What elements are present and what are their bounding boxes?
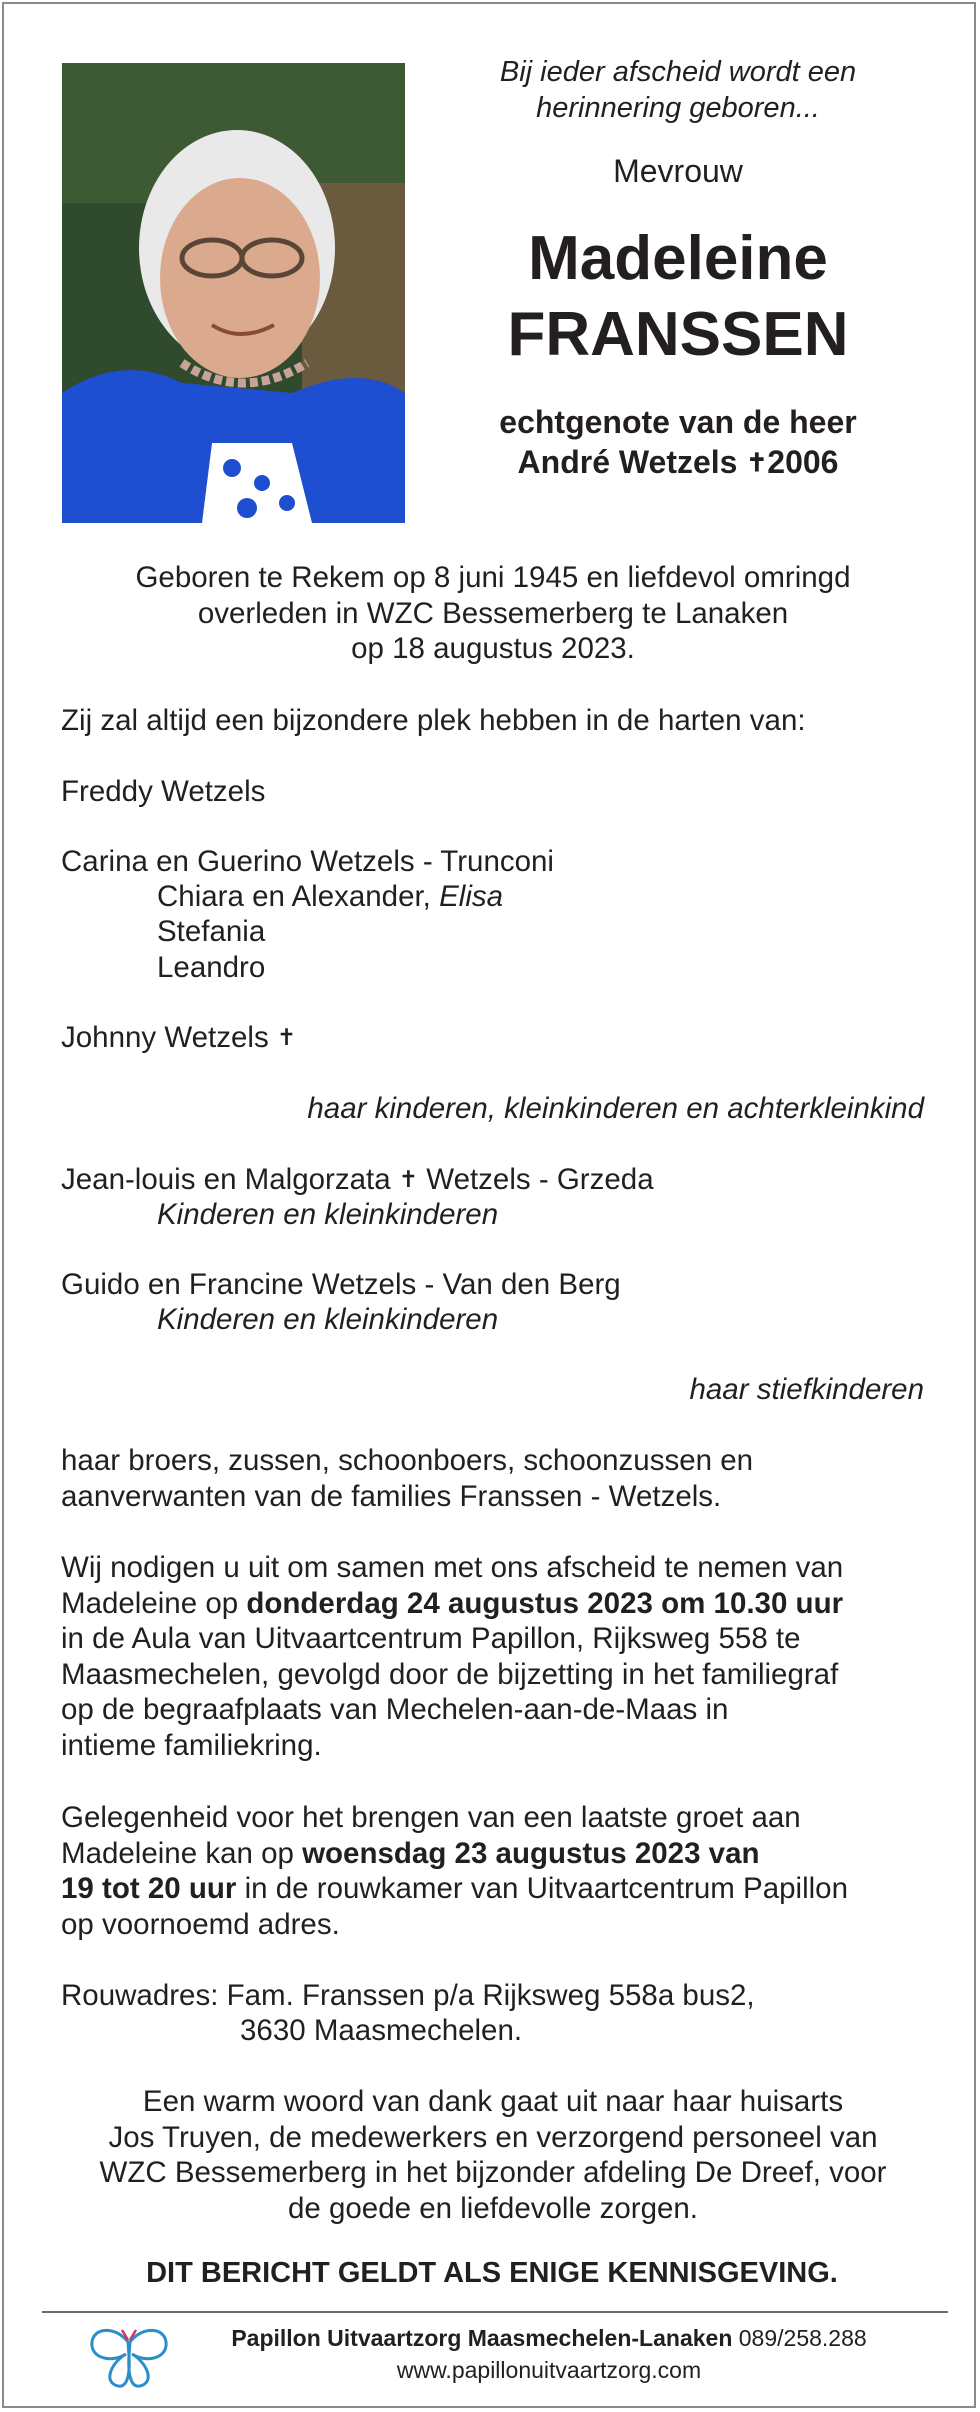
jean-louis-name-a: Jean-louis en Malgorzata (61, 1163, 399, 1196)
thanks-line-4: de goede en liefdevolle zorgen. (287, 2191, 699, 2225)
cross-icon: ✝ (398, 1166, 419, 1192)
visit-time: 19 tot 20 uur (61, 1872, 237, 1905)
mourning-address-2: 3630 Maasmechelen. (240, 2014, 523, 2047)
spouse-info (435, 402, 921, 485)
motto (435, 54, 921, 126)
family-carina-kids-1 (157, 879, 503, 915)
stepchildren-caption: haar stiefkinderen (689, 1373, 924, 1406)
family-carina-kids-2: Stefania (157, 915, 266, 948)
relatives-line-1: haar broers, zussen, schoonboers, schoonzussen en (61, 1444, 754, 1477)
family-freddy: Freddy Wetzels (61, 775, 266, 808)
spouse-death-year: 2006 (767, 444, 839, 480)
johnny-name: Johnny Wetzels (61, 1021, 277, 1054)
motto-line-1: Bij ieder afscheid wordt een (499, 56, 857, 88)
ceremony-line-1: Wij nodigen u uit om samen met ons afscheid te nemen van (61, 1551, 844, 1584)
family-jean-louis (61, 1162, 654, 1200)
spouse-name: André Wetzels (517, 444, 738, 480)
relatives-line-2: aanverwanten van de families Franssen - Wetzels. (61, 1479, 722, 1513)
funeral-home-name: Papillon Uitvaartzorg Maasmechelen-Lanaken (231, 2325, 733, 2351)
cross-icon: ✝ (746, 449, 768, 477)
family-guido: Guido en Francine Wetzels - Van den Berg (61, 1268, 621, 1301)
family-carina-kids-3: Leandro (157, 951, 266, 984)
relatives (61, 1443, 753, 1514)
ceremony-datetime: donderdag 24 augustus 2023 om 10.30 uur (246, 1586, 844, 1620)
family-johnny (61, 1020, 296, 1058)
ceremony-line-2 (61, 1586, 843, 1622)
jean-louis-name-b: Wetzels - Grzeda (418, 1163, 654, 1196)
thanks (44, 2084, 942, 2226)
thanks-line-1: Een warm woord van dank gaat uit naar haar huisarts (142, 2085, 844, 2118)
visit-line-3b: in de rouwkamer van Uitvaartcentrum Papillon (236, 1872, 848, 1905)
visit-line-4: op voornoemd adres. (61, 1907, 340, 1941)
family-intro: Zij zal altijd een bijzondere plek hebben in de harten van: (61, 704, 806, 737)
deceased-last-name: FRANSSEN (507, 300, 849, 369)
portrait-image (62, 63, 405, 523)
ceremony-line-4: Maasmechelen, gevolgd door de bijzetting in het familiegraf (61, 1657, 839, 1691)
visit-line-1: Gelegenheid voor het brengen van een laatste groet aan (61, 1801, 801, 1834)
birth-line-3: op 18 augustus 2023. (351, 632, 635, 665)
birth-line-1: Geboren te Rekem op 8 juni 1945 en liefdevol omringd (135, 561, 851, 594)
children-caption: haar kinderen, kleinkinderen en achterkleinkind (307, 1092, 924, 1125)
motto-line-2: herinnering geboren... (536, 92, 820, 124)
butterfly-logo-icon (84, 2322, 174, 2392)
footer-divider (42, 2311, 948, 2313)
spouse-line-2 (435, 442, 921, 485)
family-jean-louis-kids: Kinderen en kleinkinderen (157, 1198, 499, 1231)
birth-death-info (44, 560, 942, 667)
funeral-home-website[interactable]: www.papillonuitvaartzorg.com (396, 2357, 702, 2383)
mourning-address-1: Rouwadres: Fam. Franssen p/a Rijksweg 558a bus2, (61, 1979, 755, 2012)
cross-icon: ✝ (276, 1024, 297, 1050)
birth-line-2: overleden in WZC Bessemerberg te Lanaken (197, 596, 789, 630)
obituary-card (2, 2, 976, 2408)
honorific: Mevrouw (613, 153, 743, 189)
ceremony-info (61, 1550, 843, 1763)
thanks-line-2: Jos Truyen, de medewerkers en verzorgend personeel van (108, 2120, 878, 2154)
funeral-home (184, 2324, 914, 2352)
ceremony-line-6: intieme familiekring. (61, 1728, 322, 1762)
grandchildren-names: Chiara en Alexander, (157, 880, 440, 913)
visitation-info (61, 1800, 848, 1942)
visit-line-2 (61, 1836, 848, 1872)
notice-closing: DIT BERICHT GELDT ALS ENIGE KENNISGEVING. (146, 2257, 838, 2289)
visit-line-2a: Madeleine kan op (61, 1836, 303, 1870)
spouse-line-1: echtgenote van de heer (499, 404, 857, 440)
visit-date: woensdag 23 augustus 2023 van (302, 1836, 760, 1870)
portrait-photo (62, 63, 405, 523)
family-carina: Carina en Guerino Wetzels - Trunconi (61, 845, 554, 878)
deceased-first-name: Madeleine (528, 224, 828, 293)
ceremony-line-3: in de Aula van Uitvaartcentrum Papillon, Rijksweg 558 te (61, 1622, 801, 1655)
ceremony-line-5: op de begraafplaats van Mechelen-aan-de-Maas in (61, 1693, 729, 1726)
family-guido-kids: Kinderen en kleinkinderen (157, 1303, 499, 1336)
funeral-home-phone[interactable]: 089/258.288 (732, 2325, 867, 2351)
ceremony-line-2a: Madeleine op (61, 1586, 247, 1620)
thanks-line-3: WZC Bessemerberg in het bijzonder afdeling De Dreef, voor (99, 2156, 887, 2189)
great-grandchild-name: Elisa (439, 880, 504, 913)
visit-line-3 (61, 1871, 848, 1907)
